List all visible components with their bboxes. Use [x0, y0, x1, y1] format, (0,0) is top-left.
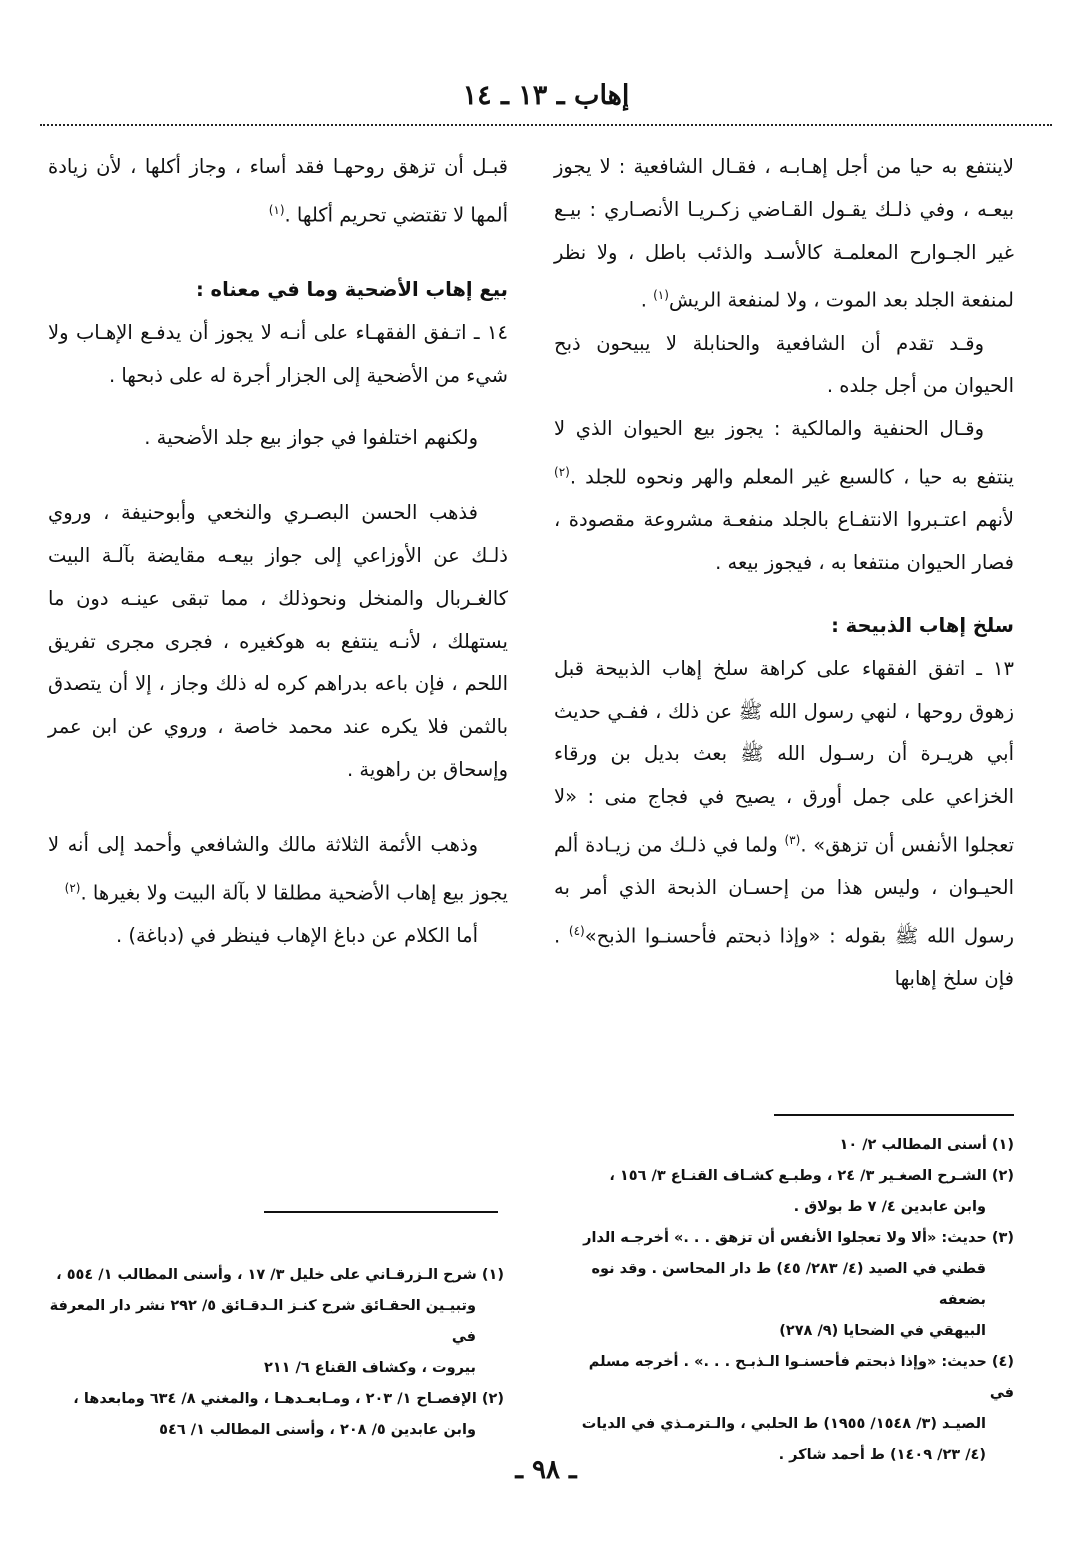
footnote: (٢) الشـرح الصغـير ٣/ ٢٤ ، وطبـع كشـاف القنـاع ٣/ ١٥٦ ،	[609, 1168, 1014, 1184]
left-column	[48, 146, 508, 958]
paragraph	[554, 408, 1014, 585]
footnotes-right	[568, 1130, 1014, 1471]
footnote-ref[interactable]: (١)	[268, 202, 285, 217]
paragraph-text: . فإن سلخ إهابها	[554, 924, 1014, 991]
footnotes-left	[48, 1260, 504, 1446]
paragraph	[554, 648, 1014, 1001]
footnote: (٣) حديث: «ألا ولا تعجلوا الأنفس أن تزهق . . .» أخرجـه الدار	[583, 1230, 1014, 1246]
footnote-continuation: بيروت ، وكشاف القناع ٦/ ٢١١	[263, 1360, 476, 1376]
footnote: (٤) حديث: «وإذا ذبحتم فأحسنـوا الـذبـح . . .» . أخرجه مسلم في	[588, 1354, 1014, 1401]
footnote-continuation: (٤/ ٢٣/ ١٤٠٩) ط أحمد شاكر .	[778, 1447, 986, 1463]
paragraph: وقـد تقدم أن الشافعية والحنابلة لا يبيحون ذبح الحيوان من أجل جلده .	[554, 331, 1014, 398]
footnote: (٢) الإفصـاح ١/ ٢٠٣ ، ومـابعـدهـا ، والمغني ٨/ ٦٣٤ ومابعدها ،	[73, 1391, 504, 1407]
footnote-continuation: وابن عابدين ٤/ ٧ ط بولاق .	[793, 1199, 986, 1215]
paragraph: ١٤ ـ اتـفق الفقهـاء على أنـه لا يجوز أن يدفـع الإهـاب ولا شيء من الأضحية إلى الجزار أجرة له على ذبحها .	[48, 320, 508, 387]
footnote-continuation: الصيـد (٣/ ١٥٤٨/ ١٩٥٥) ط الحلبي ، والـترمـذي في الديات	[581, 1416, 986, 1432]
footnote-ref[interactable]: (٣)	[784, 832, 801, 847]
header-divider	[40, 124, 1052, 126]
footnote-ref[interactable]: (٢)	[554, 465, 570, 480]
paragraph-text: وقـال الحنفية والمالكية : يجوز بيع الحيوان الذي لا ينتفع به حيا ، كالسبع غير المعلم والهر ونحوه للجلد .	[554, 417, 1014, 489]
paragraph-text: لأنهم اعتـبروا الانتفـاع بالجلد منفعـة مشروعة مقصودة ، فصار الحيوان منتفعا به ، فيجوز بيعه .	[554, 508, 1014, 575]
paragraph: فذهب الحسن البصـري والنخعي وأبوحنيفة ، وروي ذلـك عن الأوزاعي إلى جواز بيعـه مقايضة بآلـة البيت كالغـربال والمنخل ونحوذلك ، مما تبقى عينـه دون ما يستهلك ، لأنـه ينتفع به هوكغيره ، فجرى مجرى تفريق اللحم ، فإن باعه بدراهم كره له ذلك وجاز ، إلا أن يتصدق بالثمن فلا يكره عند محمد خاصة ، وروي عن ابن عمر وإسحاق بن راهوية .	[48, 501, 508, 782]
footnote-ref[interactable]: (٤)	[568, 924, 585, 939]
page-number: ـ ٩٨ ـ	[515, 1455, 577, 1485]
paragraph-text: ١٣ ـ اتفق الفقهاء على كراهة سلخ إهاب الذبيحة قبل زهوق روحها ، لنهي رسول الله ﷺ عن ذلك ، ففـي حديث أبي هريـرة أن رسـول الله ﷺ بعث بديل بن ورقاء الخزاعي على جمل أورق ، يصيح في فجاج منى : «لا تعجلوا الأنفس أن تزهق» .	[554, 656, 1014, 857]
footnote-divider	[264, 1211, 498, 1213]
footnote-continuation: وتبيـين الحقـائق شرح كنـز الـدقـائق ٥/ ٢٩٢ نشر دار المعرفة في	[49, 1298, 476, 1345]
footnote: (١) شرح الـزرقـاني على خليل ٣/ ١٧ ، وأسنى المطالب ١/ ٥٥٤ ،	[56, 1267, 504, 1283]
footnote-continuation: قطني في الصيد (٤/ ٢٨٣/ ٤٥) ط دار المحاسن . وقد نوه بضعفه	[591, 1261, 986, 1308]
paragraph-text: لاينتفع به حيا من أجل إهـابـه ، فقـال الشافعية : لا يجوز بيعـه ، وفي ذلـك يقـول القـاضي زكـريـا الأنصـاري : بيـع غير الجـوارح المعلمـة كالأسـد والذئب باطل ، ولا نظر لمنفعة الجلد بعد الموت ، ولا لمنفعة الريش	[554, 155, 1014, 312]
footnote: (١) أسنى المطالب ٢/ ١٠	[839, 1137, 1014, 1153]
footnote-ref[interactable]: (١)	[653, 288, 669, 303]
footnote-ref[interactable]: (٢)	[64, 880, 81, 895]
paragraph-text: ولما في ذلـك من زيـادة ألم الحيـوان ، وليس هذا من إحسـان الذبحة الذي أمر به رسول الله ﷺ بقوله : «وإذا ذبحتم فأحسنـوا الذبح»	[554, 833, 1014, 948]
footnote-continuation: البيهقي في الضحايا (٩/ ٢٧٨)	[779, 1323, 986, 1339]
paragraph	[48, 824, 508, 915]
paragraph-text: وذهب الأئمة الثلاثة مالك والشافعي وأحمد إلى أنه لا يجوز بيع إهاب الأضحية مطلقا لا بآلة البيت ولا بغيرها .	[48, 832, 508, 905]
paragraph-text: قبـل أن تزهق روحهـا فقد أساء ، وجاز أكلها ، لأن زيادة ألمها لا تقتضي تحريم أكلها .	[48, 155, 508, 227]
section-heading: بيع إهاب الأضحية وما في معناه :	[195, 278, 508, 302]
paragraph	[554, 146, 1014, 323]
footnote-continuation: وابن عابدين ٥/ ٢٠٨ ، وأسنى المطالب ١/ ٥٤٦	[159, 1422, 476, 1438]
paragraph: ولكنهم اختلفوا في جواز بيع جلد الأضحية .	[144, 426, 478, 450]
paragraph	[48, 146, 508, 237]
paragraph: أما الكلام عن دباغ الإهاب فينظر في (دباغة) .	[115, 923, 478, 947]
section-heading: سلخ إهاب الذبيحة :	[831, 613, 1014, 637]
paragraph-text: .	[640, 288, 654, 312]
running-header: إهاب ـ ١٣ ـ ١٤	[462, 80, 630, 111]
footnote-divider	[774, 1114, 1014, 1116]
right-column	[554, 146, 1014, 1001]
